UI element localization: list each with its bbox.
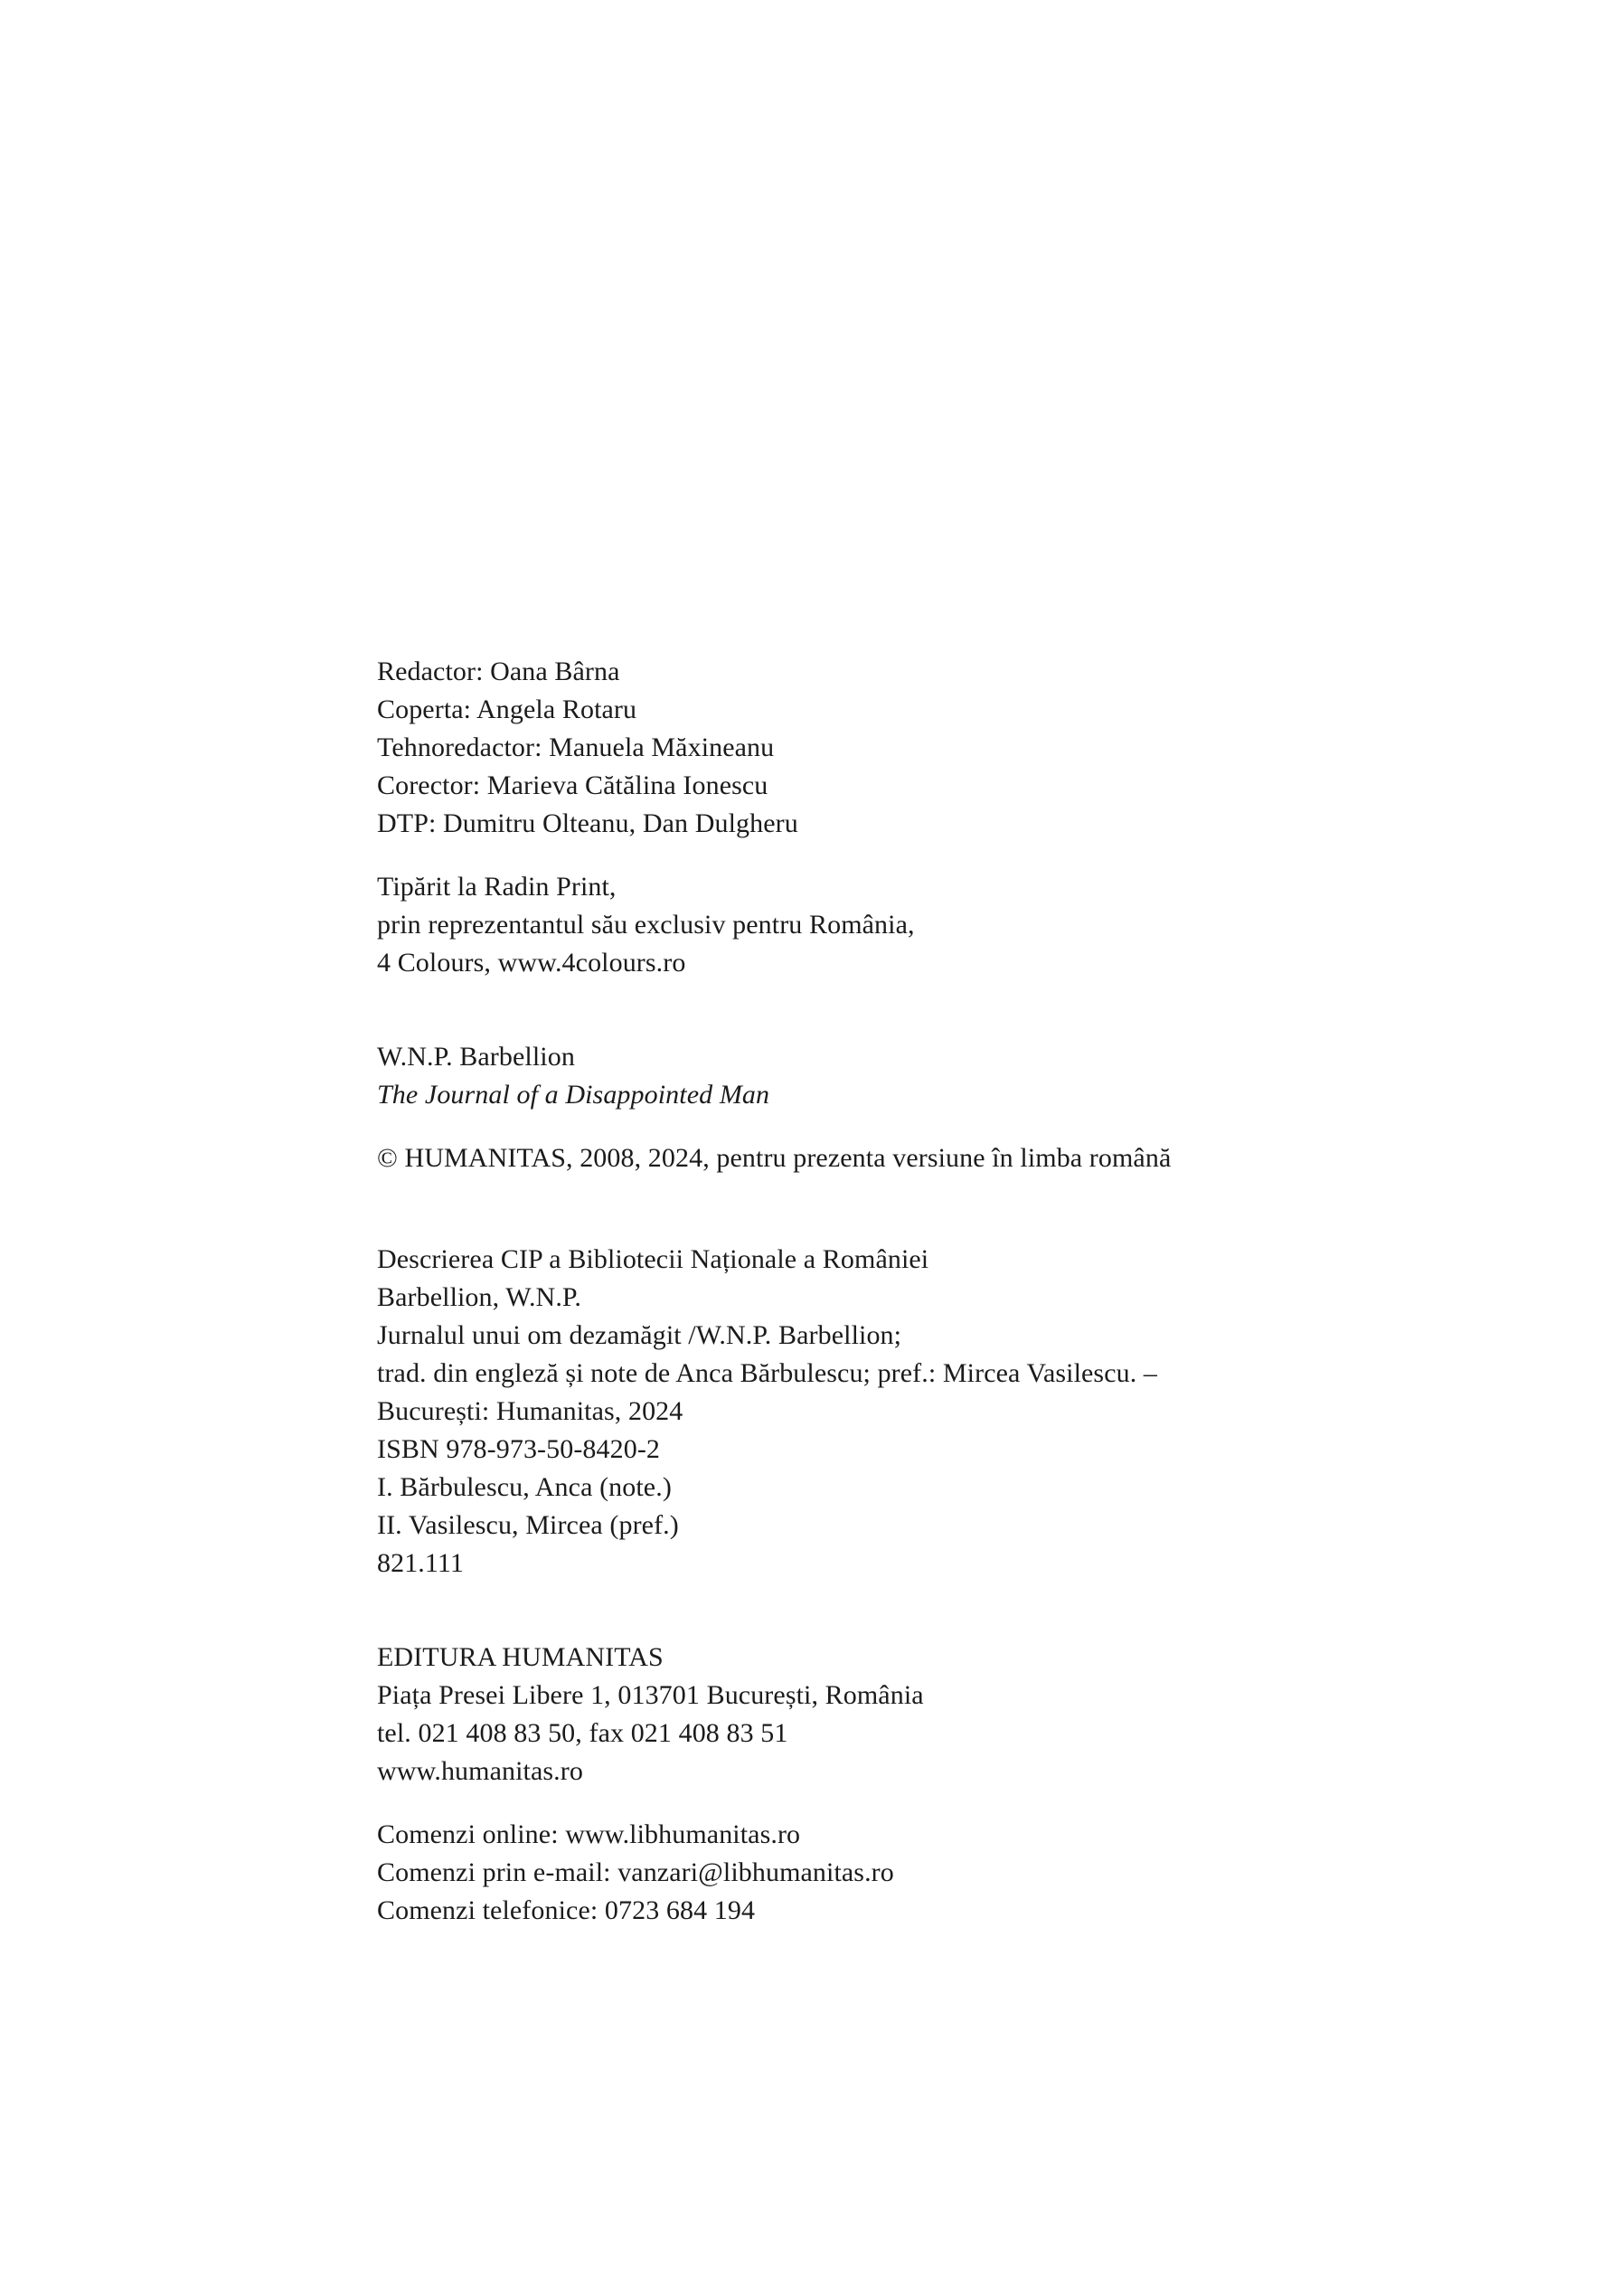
colophon-content (377, 653, 1512, 1930)
publisher-name: EDITURA HUMANITAS (377, 1642, 664, 1672)
publisher-address: Piața Presei Libere 1, 013701 București, România (377, 1680, 924, 1710)
publisher-phones: tel. 021 408 83 50, fax 021 408 83 51 (377, 1718, 788, 1748)
credit-dtp: DTP: Dumitru Olteanu, Dan Dulgheru (377, 808, 798, 838)
cip-isbn: ISBN 978-973-50-8420-2 (377, 1434, 661, 1464)
credit-tehnoredactor: Tehnoredactor: Manuela Măxineanu (377, 732, 775, 762)
printing-line-2: prin reprezentantul său exclusiv pentru România, (377, 910, 915, 940)
publisher-block (377, 1639, 1512, 1791)
copyright-notice: © HUMANITAS, 2008, 2024, pentru prezenta versiune în limba română (377, 1143, 1172, 1173)
cip-header: Descrierea CIP a Bibliotecii Naționale a României (377, 1244, 929, 1274)
orders-phone: Comenzi telefonice: 0723 684 194 (377, 1895, 756, 1925)
credit-corector: Corector: Marieva Cătălina Ionescu (377, 770, 768, 800)
staff-credits-block (377, 653, 1512, 843)
cip-entry-1: I. Bărbulescu, Anca (note.) (377, 1472, 672, 1502)
printing-line-3: 4 Colours, www.4colours.ro (377, 948, 686, 978)
original-work-block (377, 1038, 1512, 1114)
printing-block (377, 868, 1512, 982)
cip-udc: 821.111 (377, 1548, 464, 1578)
orders-email: Comenzi prin e-mail: vanzari@libhumanitas.ro (377, 1857, 894, 1887)
orders-block (377, 1816, 1512, 1930)
cip-entry-2: II. Vasilescu, Mircea (pref.) (377, 1510, 679, 1540)
printing-line-1: Tipărit la Radin Print, (377, 872, 617, 902)
cip-imprint: București: Humanitas, 2024 (377, 1396, 683, 1426)
cip-block (377, 1241, 1512, 1583)
cip-contributors: trad. din engleză și note de Anca Bărbulescu; pref.: Mircea Vasilescu. – (377, 1358, 1158, 1388)
original-title: The Journal of a Disappointed Man (377, 1080, 770, 1110)
credit-coperta: Coperta: Angela Rotaru (377, 694, 637, 724)
orders-online: Comenzi online: www.libhumanitas.ro (377, 1819, 801, 1849)
credit-redactor: Redactor: Oana Bârna (377, 657, 620, 686)
cip-author: Barbellion, W.N.P. (377, 1282, 581, 1312)
cip-title: Jurnalul unui om dezamăgit /W.N.P. Barbellion; (377, 1320, 902, 1350)
copyright-block (377, 1139, 1512, 1177)
original-author: W.N.P. Barbellion (377, 1042, 575, 1072)
publisher-website: www.humanitas.ro (377, 1756, 583, 1786)
